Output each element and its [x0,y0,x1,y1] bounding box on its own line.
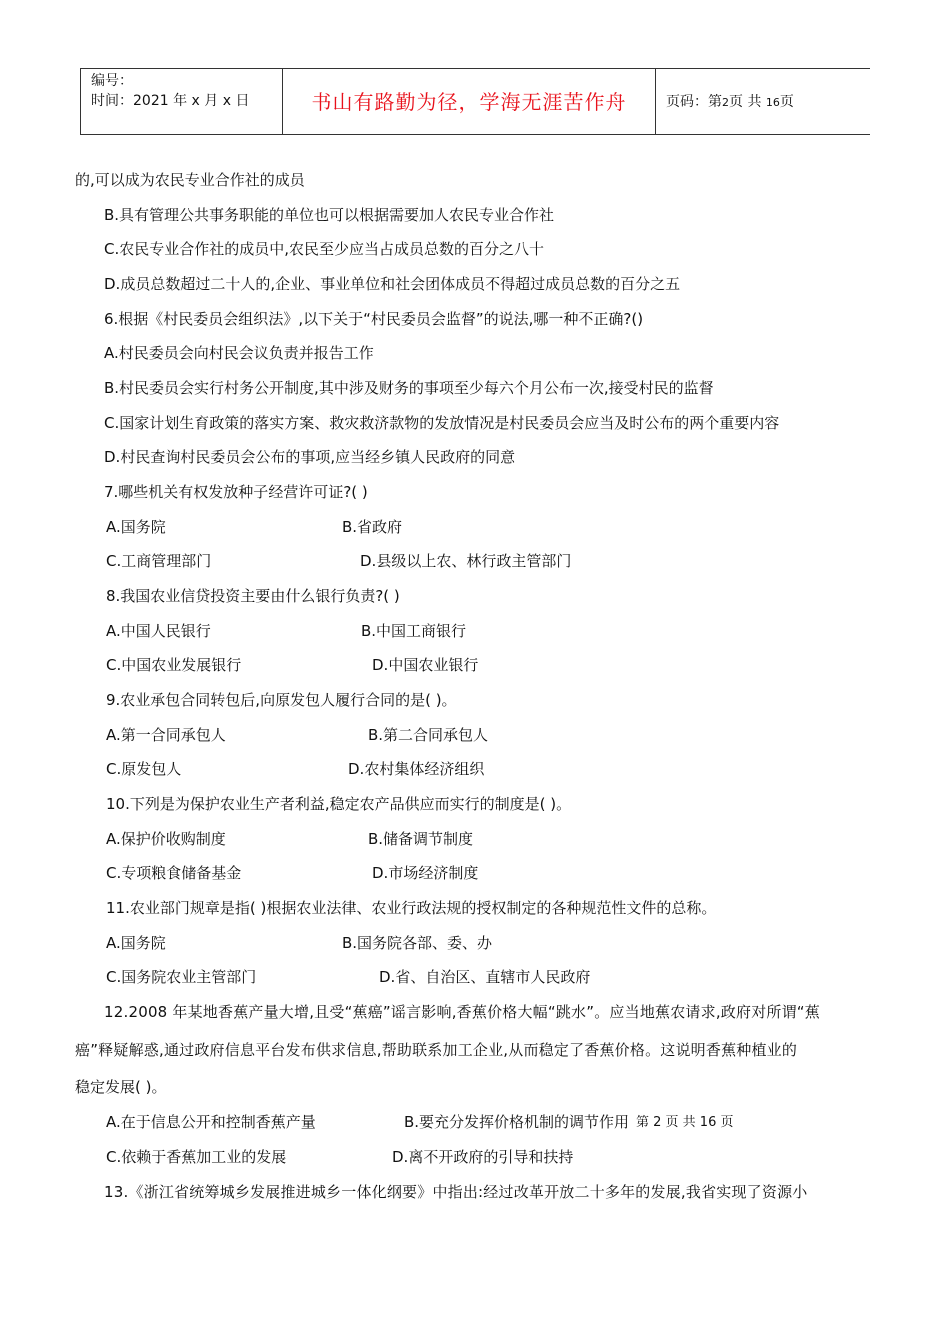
header-meta-cell [81,69,283,134]
option-row [0,759,950,779]
option-b: B.国务院各部、委、办 [342,934,493,952]
page-indicator [666,94,794,110]
question-line: 9.农业承包合同转包后,向原发包人履行合同的是( )。 [106,691,457,709]
option-line: D.村民查询村民委员会公布的事项,应当经乡镇人民政府的同意 [104,448,516,466]
option-b: B.省政府 [342,518,403,536]
option-a: A.第一合同承包人 [106,726,226,744]
option-row [0,1112,950,1132]
option-line: C.农民专业合作社的成员中,农民至少应当占成员总数的百分之八十 [104,240,545,258]
header-page-cell [656,69,870,134]
option-row [0,829,950,849]
option-row [0,863,950,883]
option-row [0,621,950,641]
option-d: D.市场经济制度 [372,864,479,882]
option-a: A.国务院 [106,934,166,952]
option-b: B.要充分发挥价格机制的调节作用 [404,1113,630,1131]
option-row [0,655,950,675]
option-a: A.国务院 [106,518,166,536]
option-c: C.原发包人 [106,760,182,778]
option-c: C.工商管理部门 [106,552,212,570]
page-number: 2 [722,96,729,109]
question-line: 7.哪些机关有权发放种子经营许可证?( ) [104,483,368,501]
header-motto-cell [283,69,656,134]
option-d: D.省、自治区、直辖市人民政府 [379,968,591,986]
option-a: A.中国人民银行 [106,622,211,640]
option-a: A.在于信息公开和控制香蕉产量 [106,1113,316,1131]
option-row [0,517,950,537]
option-row [0,933,950,953]
option-c: C.中国农业发展银行 [106,656,242,674]
text-line: 的,可以成为农民专业合作社的成员 [75,171,305,189]
question-line: 11.农业部门规章是指( )根据农业法律、农业行政法规的授权制定的各种规范性文件的总称。 [106,899,717,917]
page-prefix: 页码：第 [666,94,722,110]
option-line: A.村民委员会向村民会议负责并报告工作 [104,344,374,362]
option-d: D.离不开政府的引导和扶持 [392,1148,574,1166]
question-line: 8.我国农业信贷投资主要由什么银行负责?( ) [106,587,400,605]
question-line: 癌”释疑解惑,通过政府信息平台发布供求信息,帮助联系加工企业,从而稳定了香蕉价格。这说明香蕉种植业的 [75,1041,798,1059]
option-row [0,967,950,987]
option-b: B.储备调节制度 [368,830,474,848]
option-row [0,1147,950,1167]
question-line: 12.2008 年某地香蕉产量大增,且受“蕉癌”谣言影响,香蕉价格大幅“跳水”。应当地蕉农请求,政府对所谓“蕉 [104,1003,820,1021]
header-table [80,68,870,135]
option-row [0,725,950,745]
question-line: 10.下列是为保护农业生产者利益,稳定农产品供应而实行的制度是( )。 [106,795,572,813]
question-line: 6.根据《村民委员会组织法》,以下关于“村民委员会监督”的说法,哪一种不正确?() [104,310,644,328]
option-c: C.依赖于香蕉加工业的发展 [106,1148,287,1166]
option-line: B.村民委员会实行村务公开制度,其中涉及财务的事项至少每六个月公布一次,接受村民的监督 [104,379,714,397]
page-suffix: 页 [779,94,794,110]
option-d: D.中国农业银行 [372,656,479,674]
option-d: D.农村集体经济组织 [348,760,485,778]
page-total: 16 [765,96,780,109]
option-line: B.具有管理公共事务职能的单位也可以根据需要加人农民专业合作社 [104,206,555,224]
option-a: A.保护价收购制度 [106,830,226,848]
option-b: B.中国工商银行 [361,622,467,640]
question-line: 稳定发展( )。 [75,1078,167,1096]
footer-page-marker: 第 2 页 共 16 页 [636,1115,734,1130]
option-c: C.专项粮食储备基金 [106,864,242,882]
option-c: C.国务院农业主管部门 [106,968,257,986]
page-mid: 页 共 [729,94,762,110]
doc-date-label: 时间：2021 年 x 月 x 日 [91,93,250,109]
motto-text: 书山有路勤为径，学海无涯苦作舟 [311,90,627,114]
option-d: D.县级以上农、林行政主管部门 [360,552,572,570]
option-line: C.国家计划生育政策的落实方案、救灾救济款物的发放情况是村民委员会应当及时公布的两个重要内容 [104,414,780,432]
option-b: B.第二合同承包人 [368,726,489,744]
question-line: 13.《浙江省统筹城乡发展推进城乡一体化纲要》中指出:经过改革开放二十多年的发展,我省实现了资源小 [104,1183,808,1201]
doc-number-label: 编号： [91,73,133,89]
option-line: D.成员总数超过二十人的,企业、事业单位和社会团体成员不得超过成员总数的百分之五 [104,275,681,293]
option-row [0,551,950,571]
